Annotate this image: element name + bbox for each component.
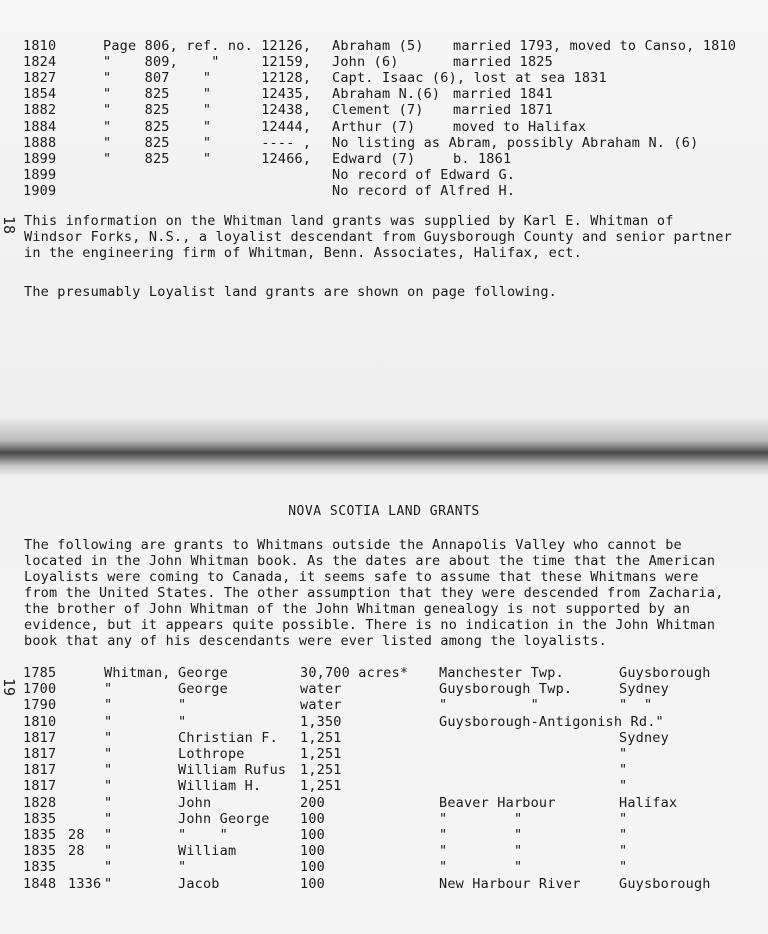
grant-surname: " [104,843,113,860]
grant-county: " [619,827,628,843]
grant-place: Manchester Twp. [439,665,564,681]
intro-paragraph: The following are grants to Whitmans outside the Annapolis Valley who cannot be located in the John Whitman book. As the dates are about the time that the American Loyalists were coming to Canada, it seems safe to assume that these Whitmans were from the United States. The other assumption that they were descended from Zacharia, the brother of John Whitman of the John Whitman genealogy is not supported by an evidence, but it appears quite possible. There is no indication in the John Whitman book that any of his descendants were ever listed among the loyalists. [24,537,724,649]
grant-surname: " [104,778,113,795]
grant-county: " [619,778,628,795]
grant-given-name: William H. [178,778,262,795]
record-year: 1899 [23,166,57,183]
grant-county: " " [619,697,653,714]
grant-acres: 100 [300,843,325,860]
grant-county: " [619,843,628,860]
grant-year: 1817 [23,746,57,762]
grant-given-name: " " [178,827,228,843]
record-ref: " 825 " 12444, [103,118,312,135]
info-paragraph: This information on the Whitman land grants was supplied by Karl E. Whitman of Windsor Forks, N.S., a loyalist descendant from Guysborough County and senior partner in the engineering firm of Whitman, Benn. Associates, Halifax, ect. [24,213,732,261]
page-number-18: 18 [0,215,19,235]
record-name: Abraham N.(6) [332,86,441,103]
record-note: b. 1861 [453,150,512,167]
grant-county: " [619,762,628,779]
record-year: 1899 [23,150,57,167]
record-year: 1888 [23,134,57,151]
grant-county: " [619,746,628,762]
record-year: 1882 [23,102,57,119]
record-name: No listing as Abram, possibly Abraham N. (6) [332,134,699,151]
grant-given-name: " [178,713,187,730]
grant-year: 1817 [23,762,57,779]
grant-year: 1785 [23,665,57,681]
grant-surname: Whitman, [104,665,171,681]
grant-surname: " [104,875,113,892]
grant-acres: 100 [300,810,325,827]
record-year: 1810 [23,38,57,54]
grant-acres: 1,251 [300,729,342,746]
loyalist-note: The presumably Loyalist land grants are shown on page following. [24,284,557,300]
grant-surname: " [104,762,113,779]
record-name: Clement (7) [332,102,424,119]
record-year: 1909 [23,182,57,199]
record-note: married 1871 [453,102,553,119]
grant-county: Sydney [619,681,669,698]
page-number-19: 19 [0,677,19,697]
grant-year: 1835 [23,843,57,860]
record-note: married 1793, moved to Canso, 1810 [453,38,737,54]
grant-surname: " [104,794,113,811]
grant-acres: 1,251 [300,778,342,795]
record-name: Abraham (5) [332,38,424,54]
grant-given-name: John [178,794,212,811]
grant-acres: 100 [300,827,325,843]
grant-surname: " [104,729,113,746]
record-year: 1884 [23,118,57,135]
grant-given-name: " [178,697,187,714]
grant-given-name: Lothrope [178,746,245,762]
grant-acres: 100 [300,859,325,876]
record-ref: " 809, " 12159, [103,54,312,71]
grant-place: " " [439,810,523,827]
record-note: married 1825 [453,54,553,71]
grant-county: Guysborough [619,665,711,681]
grant-year: 1835 [23,827,57,843]
grant-acres: 1,251 [300,746,342,762]
grant-number: 28 [68,843,85,860]
grant-acres: water [300,681,342,698]
grant-place: " " [439,859,523,876]
grant-year: 1790 [23,697,57,714]
grant-given-name: Christian F. [178,729,278,746]
grant-place: " " [439,843,523,860]
grant-given-name: George [178,665,228,681]
grant-acres: 30,700 acres* [300,665,409,681]
grant-county: Sydney [619,729,669,746]
record-note: married 1841 [453,86,553,103]
record-name: Arthur (7) [332,118,416,135]
grant-given-name: George [178,681,228,698]
grant-place: " " [439,697,539,714]
grant-number: 28 [68,827,85,843]
grant-acres: 1,251 [300,762,342,779]
grant-place: Beaver Harbour [439,794,556,811]
grant-surname: " [104,859,113,876]
section-title: NOVA SCOTIA LAND GRANTS [288,504,480,519]
grant-place: Guysborough-Antigonish Rd." [439,713,664,730]
page-fold-shadow [0,418,768,474]
grant-year: 1810 [23,713,57,730]
grant-acres: 100 [300,875,325,892]
grant-year: 1848 [23,875,57,892]
grant-given-name: " [178,859,187,876]
record-ref: " 825 " 12435, [103,86,312,103]
record-name: John (6) [332,54,399,71]
grant-county: " [619,859,628,876]
grant-given-name: Jacob [178,875,220,892]
record-name: Capt. Isaac (6), lost at sea 1831 [332,70,607,87]
grant-acres: 1,350 [300,713,342,730]
grant-year: 1817 [23,778,57,795]
grant-acres: water [300,697,342,714]
grant-county: Guysborough [619,875,711,892]
record-year: 1854 [23,86,57,103]
grant-year: 1835 [23,859,57,876]
record-year: 1824 [23,54,57,71]
grant-place: Guysborough Twp. [439,681,573,698]
record-ref: Page 806, ref. no. 12126, [103,38,312,54]
grant-year: 1828 [23,794,57,811]
grant-county: " [619,810,628,827]
record-ref: " 825 " ---- , [103,134,312,151]
grant-surname: " [104,810,113,827]
grant-place: " " [439,827,523,843]
grant-number: 1336 [68,875,102,892]
record-ref: " 825 " 12466, [103,150,312,167]
record-name: Edward (7) [332,150,416,167]
record-name: No record of Alfred H. [332,182,516,199]
grant-surname: " [104,697,113,714]
grant-given-name: William [178,843,237,860]
grant-surname: " [104,713,113,730]
grant-given-name: William Rufus [178,762,287,779]
record-year: 1827 [23,70,57,87]
grant-county: Halifax [619,794,678,811]
record-ref: " 807 " 12128, [103,70,312,87]
grant-surname: " [104,827,113,843]
grant-year: 1835 [23,810,57,827]
grant-given-name: John George [178,810,270,827]
grant-year: 1817 [23,729,57,746]
record-name: No record of Edward G. [332,166,516,183]
grant-surname: " [104,746,113,762]
grant-year: 1700 [23,681,57,698]
record-note: moved to Halifax [453,118,587,135]
grant-place: New Harbour River [439,875,581,892]
grant-acres: 200 [300,794,325,811]
record-ref: " 825 " 12438, [103,102,312,119]
grant-surname: " [104,681,113,698]
